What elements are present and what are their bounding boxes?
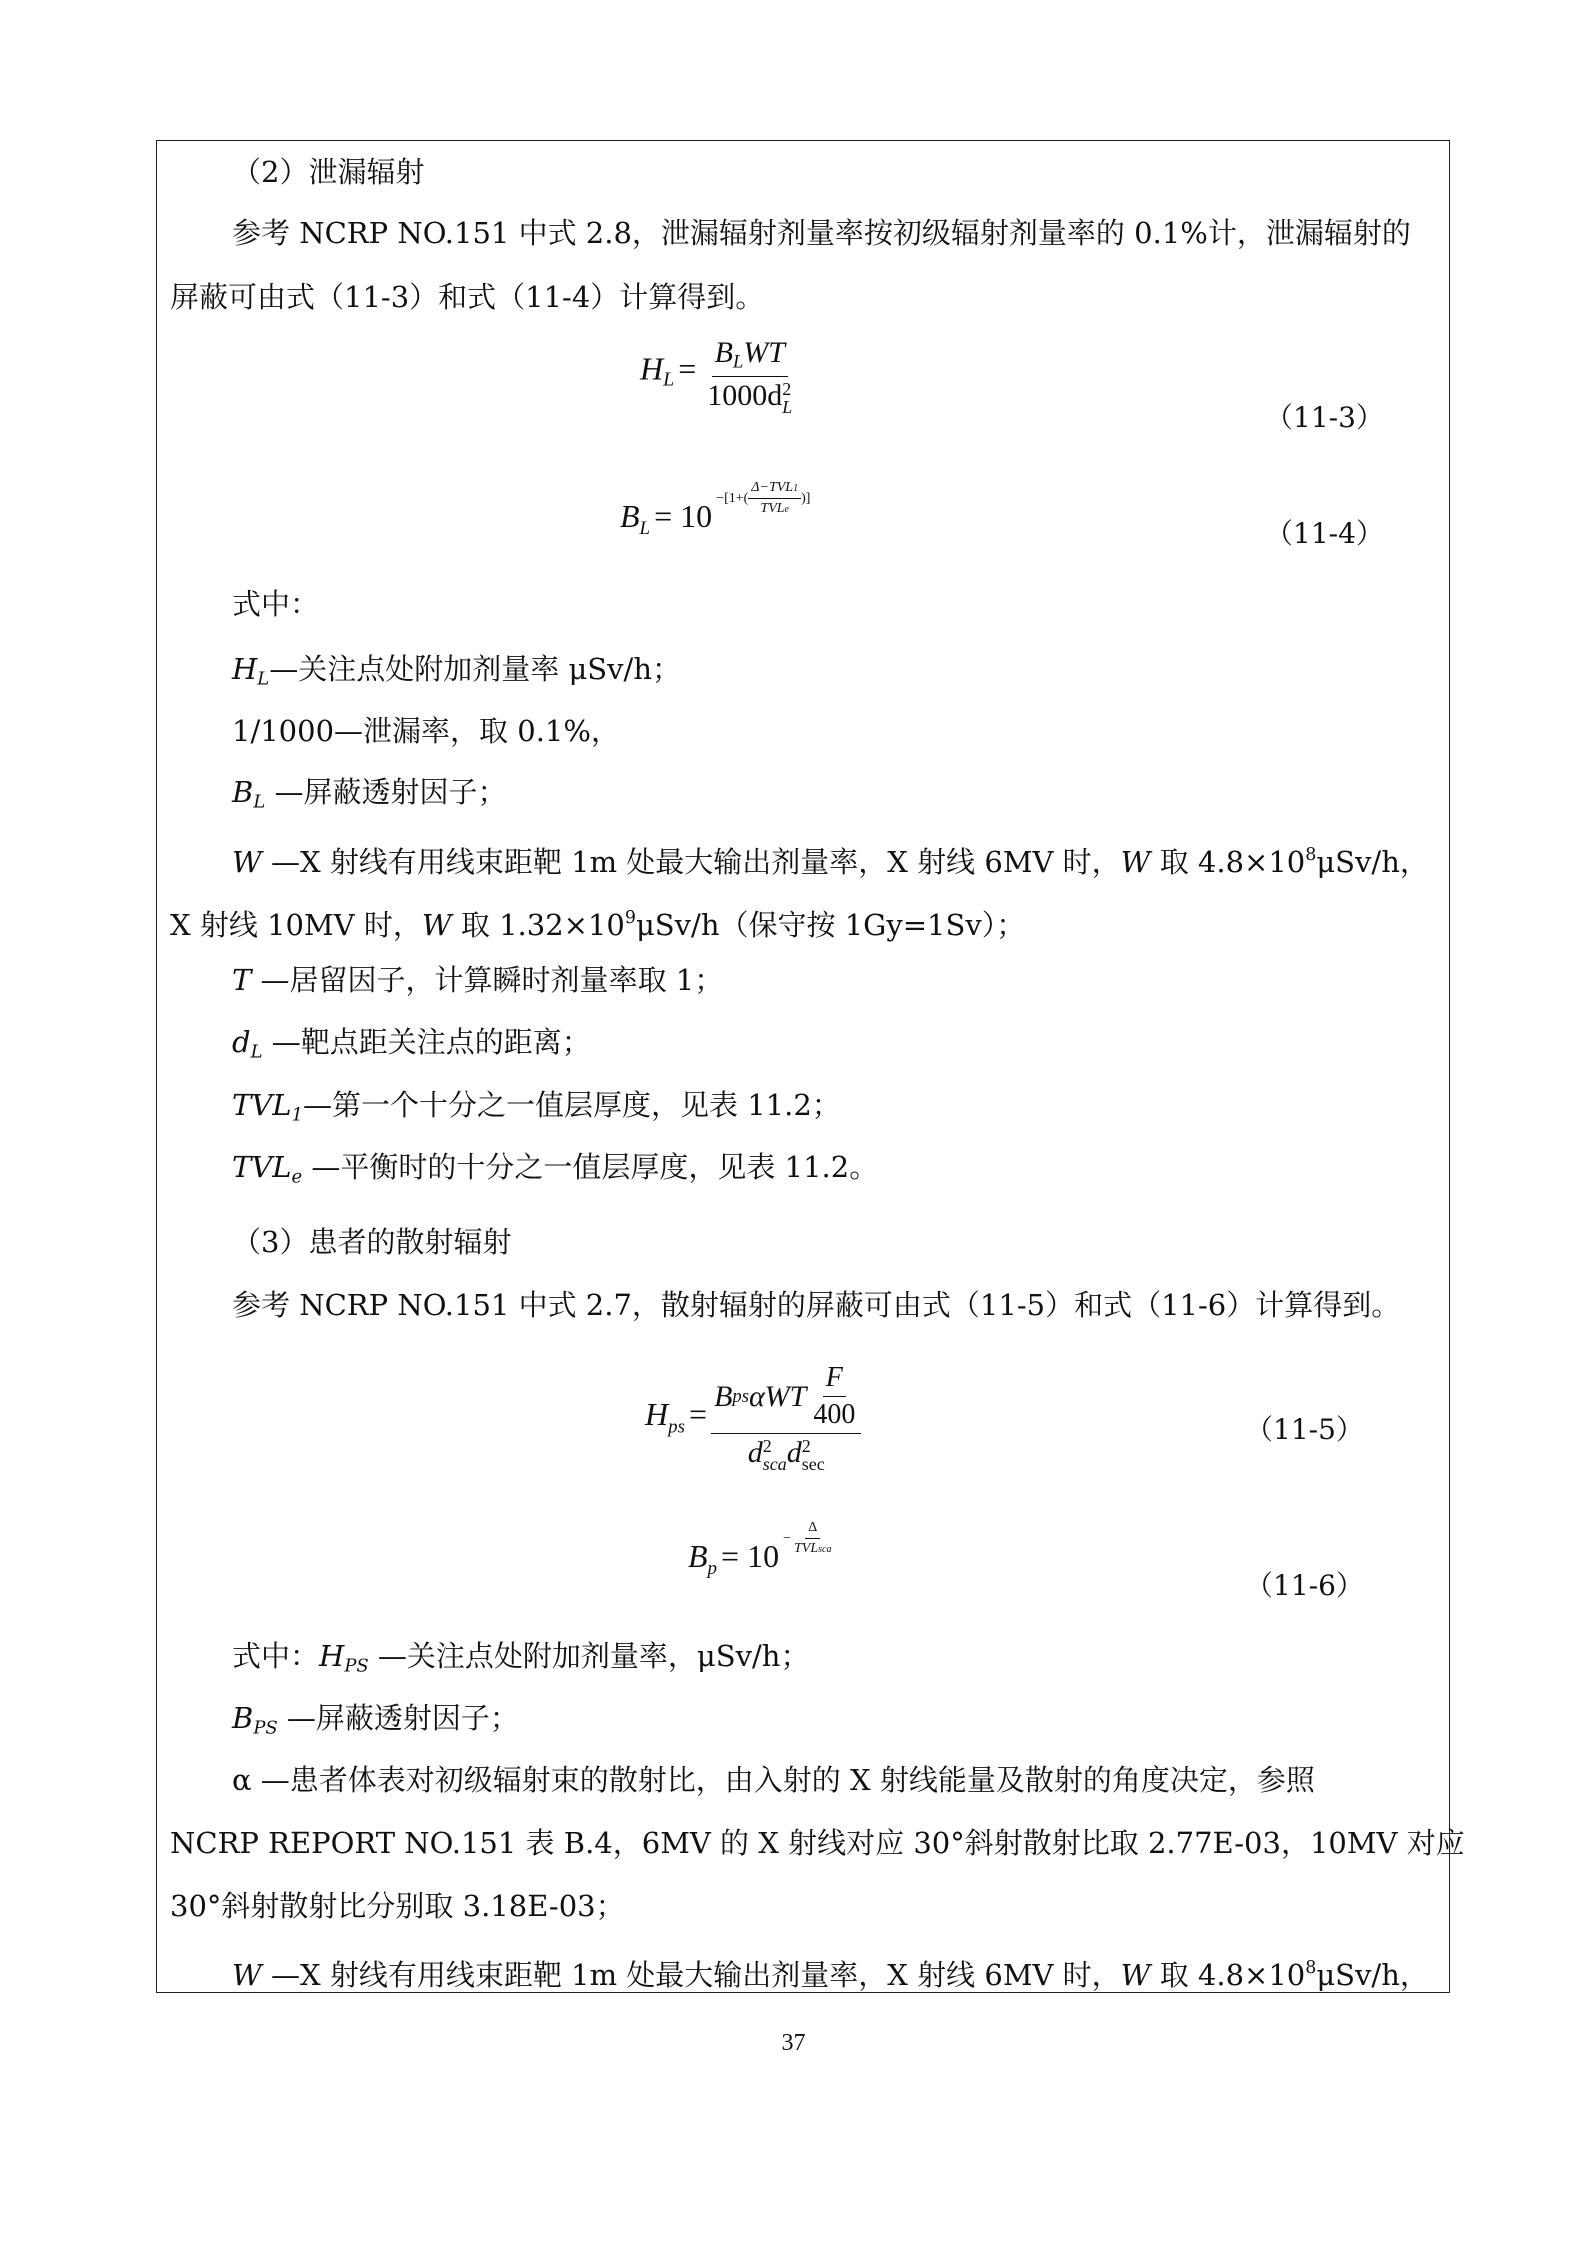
eq-symbol: αWT [748,1379,807,1413]
equation-number: （11-4） [1265,517,1384,550]
definition-t: T —居留因子，计算瞬时剂量率取 1； [232,963,724,997]
eq-subscript: L [663,368,675,391]
eq-symbol: WT [743,336,785,369]
eq-symbol: B [688,1538,708,1574]
definition-w-line1: W —X 射线有用线束距靶 1m 处最大输出剂量率，X 射线 6MV 时，W 取 $4.8\times 10^8\mu Sv/h$， [232,845,1429,880]
equation-number: （11-5） [1245,1413,1364,1446]
paragraph-line: 参考 NCRP NO.151 中式 2.8，泄漏辐射剂量率按初级辐射剂量率的 0.1%计，泄漏辐射的 [232,216,1411,250]
eq-base: = 10 [721,1538,780,1574]
eq-symbol: H [645,1396,669,1433]
eq-symbol: TVL [794,1540,819,1556]
eq-symbol: 400 [813,1399,856,1430]
paragraph-line: 参考 NCRP NO.151 中式 2.7，散射辐射的屏蔽可由式（11-5）和式（11-6）计算得到。 [232,1288,1401,1322]
definition-tvle: $TVL_e$ —平衡时的十分之一值层厚度，见表 11.2。 [232,1150,879,1188]
definition-leak-rate: 1/1000—泄漏率，取 0.1%， [232,714,620,748]
eq-symbol: B [620,498,640,534]
eq-subscript: L [732,351,744,373]
eq-symbol: B [714,1379,733,1413]
section-heading-scatter: （3）患者的散射辐射 [232,1225,512,1259]
definition-tvl1: $TVL_1—$第一个十分之一值层厚度，见表 11.2； [232,1088,841,1126]
eq-exponent: −[1+( [716,491,749,506]
definition-bps: $B_{PS}$ —屏蔽透射因子； [232,1701,519,1739]
eq-subscript: ps [668,1416,686,1438]
equation-11-4 [620,478,811,539]
eq-superscript: 2 [782,378,792,399]
eq-subscript: L [639,518,651,539]
definition-hps: 式中：$H_{PS}$ —关注点处附加剂量率，μSv/h； [232,1639,810,1677]
definition-bl: $B_L$ —屏蔽透射因子； [232,775,507,813]
eq-superscript: 2 [801,1436,811,1457]
equation-number: （11-6） [1245,1569,1364,1602]
eq-subscript: 1 [793,482,799,494]
eq-subscript: ps [732,1385,749,1407]
definition-hl: $H_L—$关注点处附加剂量率 μSv/h； [232,652,681,690]
eq-symbol: d [786,1436,802,1469]
eq-subscript: e [784,503,789,515]
eq-superscript: 2 [762,1436,772,1457]
definition-alpha-line1: α —患者体表对初级辐射束的散射比，由入射的 X 射线能量及散射的角度决定，参照 [232,1763,1315,1797]
eq-exponent: )] [801,491,811,506]
equation-number: （11-3） [1265,401,1384,434]
definition-w-line2: X 射线 10MV 时，W 取 $1.32\times 10^9\mu Sv/h$（保守按 1Gy=1Sv）； [170,908,1026,943]
equation-11-5: Hps = B ps αWT $\frac{F}{400}$ d 2 sca d 2 sec [645,1362,861,1473]
eq-subscript: sec [801,1454,825,1475]
eq-symbol: Δ−TVL [751,479,794,495]
eq-symbol: 1000d [707,378,783,412]
where-label: 式中： [232,587,320,621]
eq-symbol: H [640,350,664,387]
eq-symbol: B [714,336,733,369]
definition-w-line1: W —X 射线有用线束距靶 1m 处最大输出剂量率，X 射线 6MV 时，W 取 $4.8\times 10^8\mu Sv/h$， [232,1958,1429,1993]
page-number: 37 [781,2030,806,2056]
paragraph-line: 屏蔽可由式（11-3）和式（11-4）计算得到。 [170,280,765,314]
equation-11-3: HL = $B_LWT$ 1000d 2 L [640,336,793,417]
eq-subscript: L [782,396,793,417]
eq-symbol: TVL [760,500,785,516]
eq-base: = 10 [654,498,713,534]
eq-symbol: F [823,1362,846,1397]
eq-subscript: sca [818,1543,832,1555]
eq-symbol: Δ [805,1520,820,1539]
eq-symbol: d [747,1436,763,1469]
equation-11-6 [688,1518,834,1579]
definition-dl: $d_L$ —靶点距关注点的距离； [232,1025,591,1063]
section-heading-leakage: （2）泄漏辐射 [232,155,425,189]
eq-subscript: sca [762,1454,787,1475]
definition-alpha-line3: 30°斜射散射比分别取 3.18E-03； [170,1889,625,1923]
eq-subscript: p [707,1558,718,1579]
eq-exponent: − [783,1531,791,1546]
definition-alpha-line2: NCRP REPORT NO.151 表 B.4，6MV 的 X 射线对应 30°斜射散射比取 2.77E-03，10MV 对应 [170,1826,1465,1860]
